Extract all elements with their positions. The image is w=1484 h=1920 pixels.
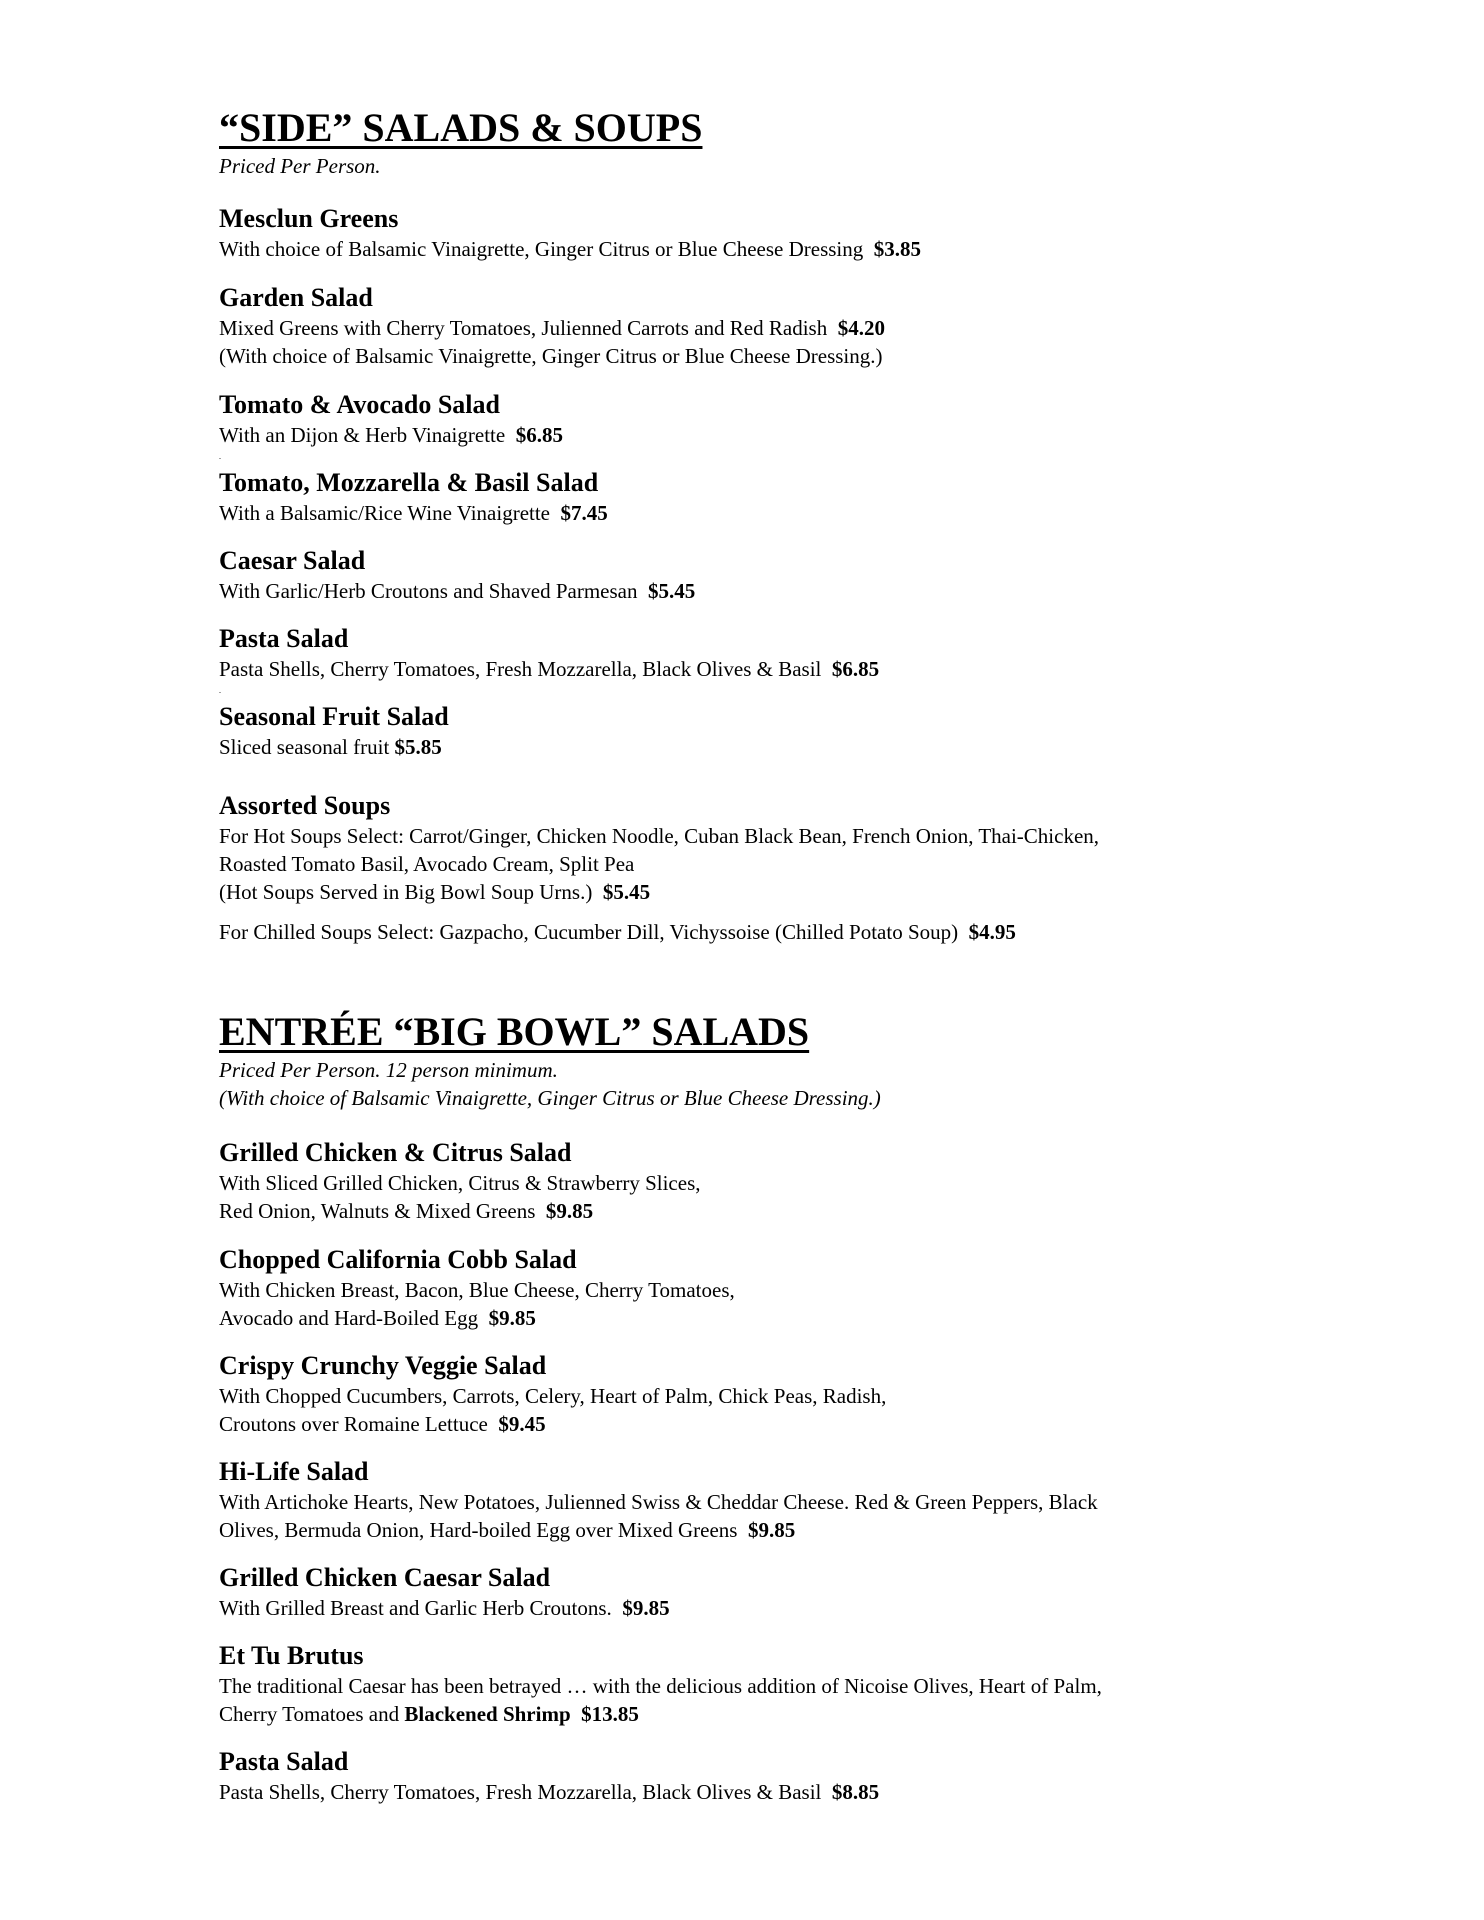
item-highlight: Blackened Shrimp (404, 1702, 571, 1726)
side-section-title: “SIDE” SALADS & SOUPS (219, 105, 703, 150)
soups-hot-line-2: Roasted Tomato Basil, Avocado Cream, Split Pea (219, 852, 635, 876)
item-desc-fruit-salad: Sliced seasonal fruit $5.85 (219, 735, 442, 759)
entree-section-subtitle-1: Priced Per Person. 12 person minimum. (219, 1058, 558, 1082)
stray-dot: . (219, 452, 221, 461)
item-name-veggie-salad: Crispy Crunchy Veggie Salad (219, 1351, 547, 1380)
item-desc2-garden-salad: (With choice of Balsamic Vinaigrette, Ginger Citrus or Blue Cheese Dressing.) (219, 344, 883, 368)
item-name-cobb-salad: Chopped California Cobb Salad (219, 1245, 577, 1274)
soups-hot-line-1: For Hot Soups Select: Carrot/Ginger, Chicken Noodle, Cuban Black Bean, French Onion, Thai-Chicken, (219, 824, 1100, 848)
item-price: $9.85 (488, 1306, 536, 1330)
item-desc-pasta-salad: Pasta Shells, Cherry Tomatoes, Fresh Mozzarella, Black Olives & Basil $6.85 (219, 657, 880, 681)
item-name-caesar-salad: Caesar Salad (219, 546, 366, 575)
item-name-hi-life-salad: Hi-Life Salad (219, 1457, 369, 1486)
item-desc-chicken-caesar: With Grilled Breast and Garlic Herb Croutons. $9.85 (219, 1596, 670, 1620)
item-desc2-hi-life-salad: Olives, Bermuda Onion, Hard-boiled Egg over Mixed Greens $9.85 (219, 1518, 796, 1542)
item-desc2-veggie-salad: Croutons over Romaine Lettuce $9.45 (219, 1412, 546, 1436)
item-name-pasta-salad: Pasta Salad (219, 624, 349, 653)
item-name-fruit-salad: Seasonal Fruit Salad (219, 702, 449, 731)
item-price: $5.45 (647, 579, 696, 603)
item-desc-grilled-chicken-citrus: With Sliced Grilled Chicken, Citrus & Strawberry Slices, (219, 1171, 701, 1195)
item-desc2-grilled-chicken-citrus: Red Onion, Walnuts & Mixed Greens $9.85 (219, 1199, 594, 1223)
item-price: $9.45 (498, 1412, 546, 1436)
item-price: $5.45 (602, 880, 651, 904)
item-desc-tomato-mozzarella: With a Balsamic/Rice Wine Vinaigrette $7.45 (219, 501, 608, 525)
item-desc-hi-life-salad: With Artichoke Hearts, New Potatoes, Julienned Swiss & Cheddar Cheese. Red & Green Peppers, Black (219, 1490, 1098, 1514)
item-price: $9.85 (622, 1596, 670, 1620)
item-name-entree-pasta-salad: Pasta Salad (219, 1747, 349, 1776)
item-name-chicken-caesar: Grilled Chicken Caesar Salad (219, 1563, 551, 1592)
entree-section-title: ENTRÉE “BIG BOWL” SALADS (219, 1009, 810, 1054)
item-price: $9.85 (747, 1518, 796, 1542)
item-desc-et-tu-brutus: The traditional Caesar has been betrayed … with the delicious addition of Nicoise Olives, Heart of Palm, (219, 1674, 1102, 1698)
item-desc-veggie-salad: With Chopped Cucumbers, Carrots, Celery, Heart of Palm, Chick Peas, Radish, (219, 1384, 887, 1408)
item-name-tomato-avocado: Tomato & Avocado Salad (219, 390, 500, 419)
item-desc-tomato-avocado: With an Dijon & Herb Vinaigrette $6.85 (219, 423, 563, 447)
item-price: $3.85 (873, 237, 922, 261)
item-name-grilled-chicken-citrus: Grilled Chicken & Citrus Salad (219, 1138, 572, 1167)
item-price: $4.20 (837, 316, 885, 340)
item-price: $9.85 (545, 1199, 594, 1223)
stray-dot: . (219, 686, 221, 695)
item-name-garden-salad: Garden Salad (219, 283, 373, 312)
soups-chilled-line: For Chilled Soups Select: Gazpacho, Cucumber Dill, Vichyssoise (Chilled Potato Soup) $4.95 (219, 920, 1016, 944)
item-desc2-et-tu-brutus: Cherry Tomatoes and Blackened Shrimp $13.85 (219, 1702, 639, 1726)
item-price: $13.85 (581, 1702, 639, 1726)
item-price: $5.85 (394, 735, 442, 759)
side-section-subtitle: Priced Per Person. (219, 154, 381, 178)
item-name-assorted-soups: Assorted Soups (219, 791, 391, 820)
item-name-et-tu-brutus: Et Tu Brutus (219, 1641, 364, 1670)
item-price: $6.85 (831, 657, 880, 681)
item-name-tomato-mozzarella: Tomato, Mozzarella & Basil Salad (219, 468, 599, 497)
item-name-mesclun-greens: Mesclun Greens (219, 204, 399, 233)
soups-hot-line-3: (Hot Soups Served in Big Bowl Soup Urns.) $5.45 (219, 880, 651, 904)
item-desc2-cobb-salad: Avocado and Hard-Boiled Egg $9.85 (219, 1306, 536, 1330)
item-price: $7.45 (560, 501, 608, 525)
item-desc-caesar-salad: With Garlic/Herb Croutons and Shaved Parmesan $5.45 (219, 579, 696, 603)
item-desc-entree-pasta-salad: Pasta Shells, Cherry Tomatoes, Fresh Mozzarella, Black Olives & Basil $8.85 (219, 1780, 880, 1804)
entree-section-subtitle-2: (With choice of Balsamic Vinaigrette, Ginger Citrus or Blue Cheese Dressing.) (219, 1086, 881, 1110)
item-desc-mesclun-greens: With choice of Balsamic Vinaigrette, Ginger Citrus or Blue Cheese Dressing $3.85 (219, 237, 922, 261)
item-price: $4.95 (968, 920, 1016, 944)
item-price: $6.85 (515, 423, 563, 447)
item-desc-garden-salad: Mixed Greens with Cherry Tomatoes, Julienned Carrots and Red Radish $4.20 (219, 316, 885, 340)
item-price: $8.85 (831, 1780, 880, 1804)
item-desc-cobb-salad: With Chicken Breast, Bacon, Blue Cheese, Cherry Tomatoes, (219, 1278, 735, 1302)
